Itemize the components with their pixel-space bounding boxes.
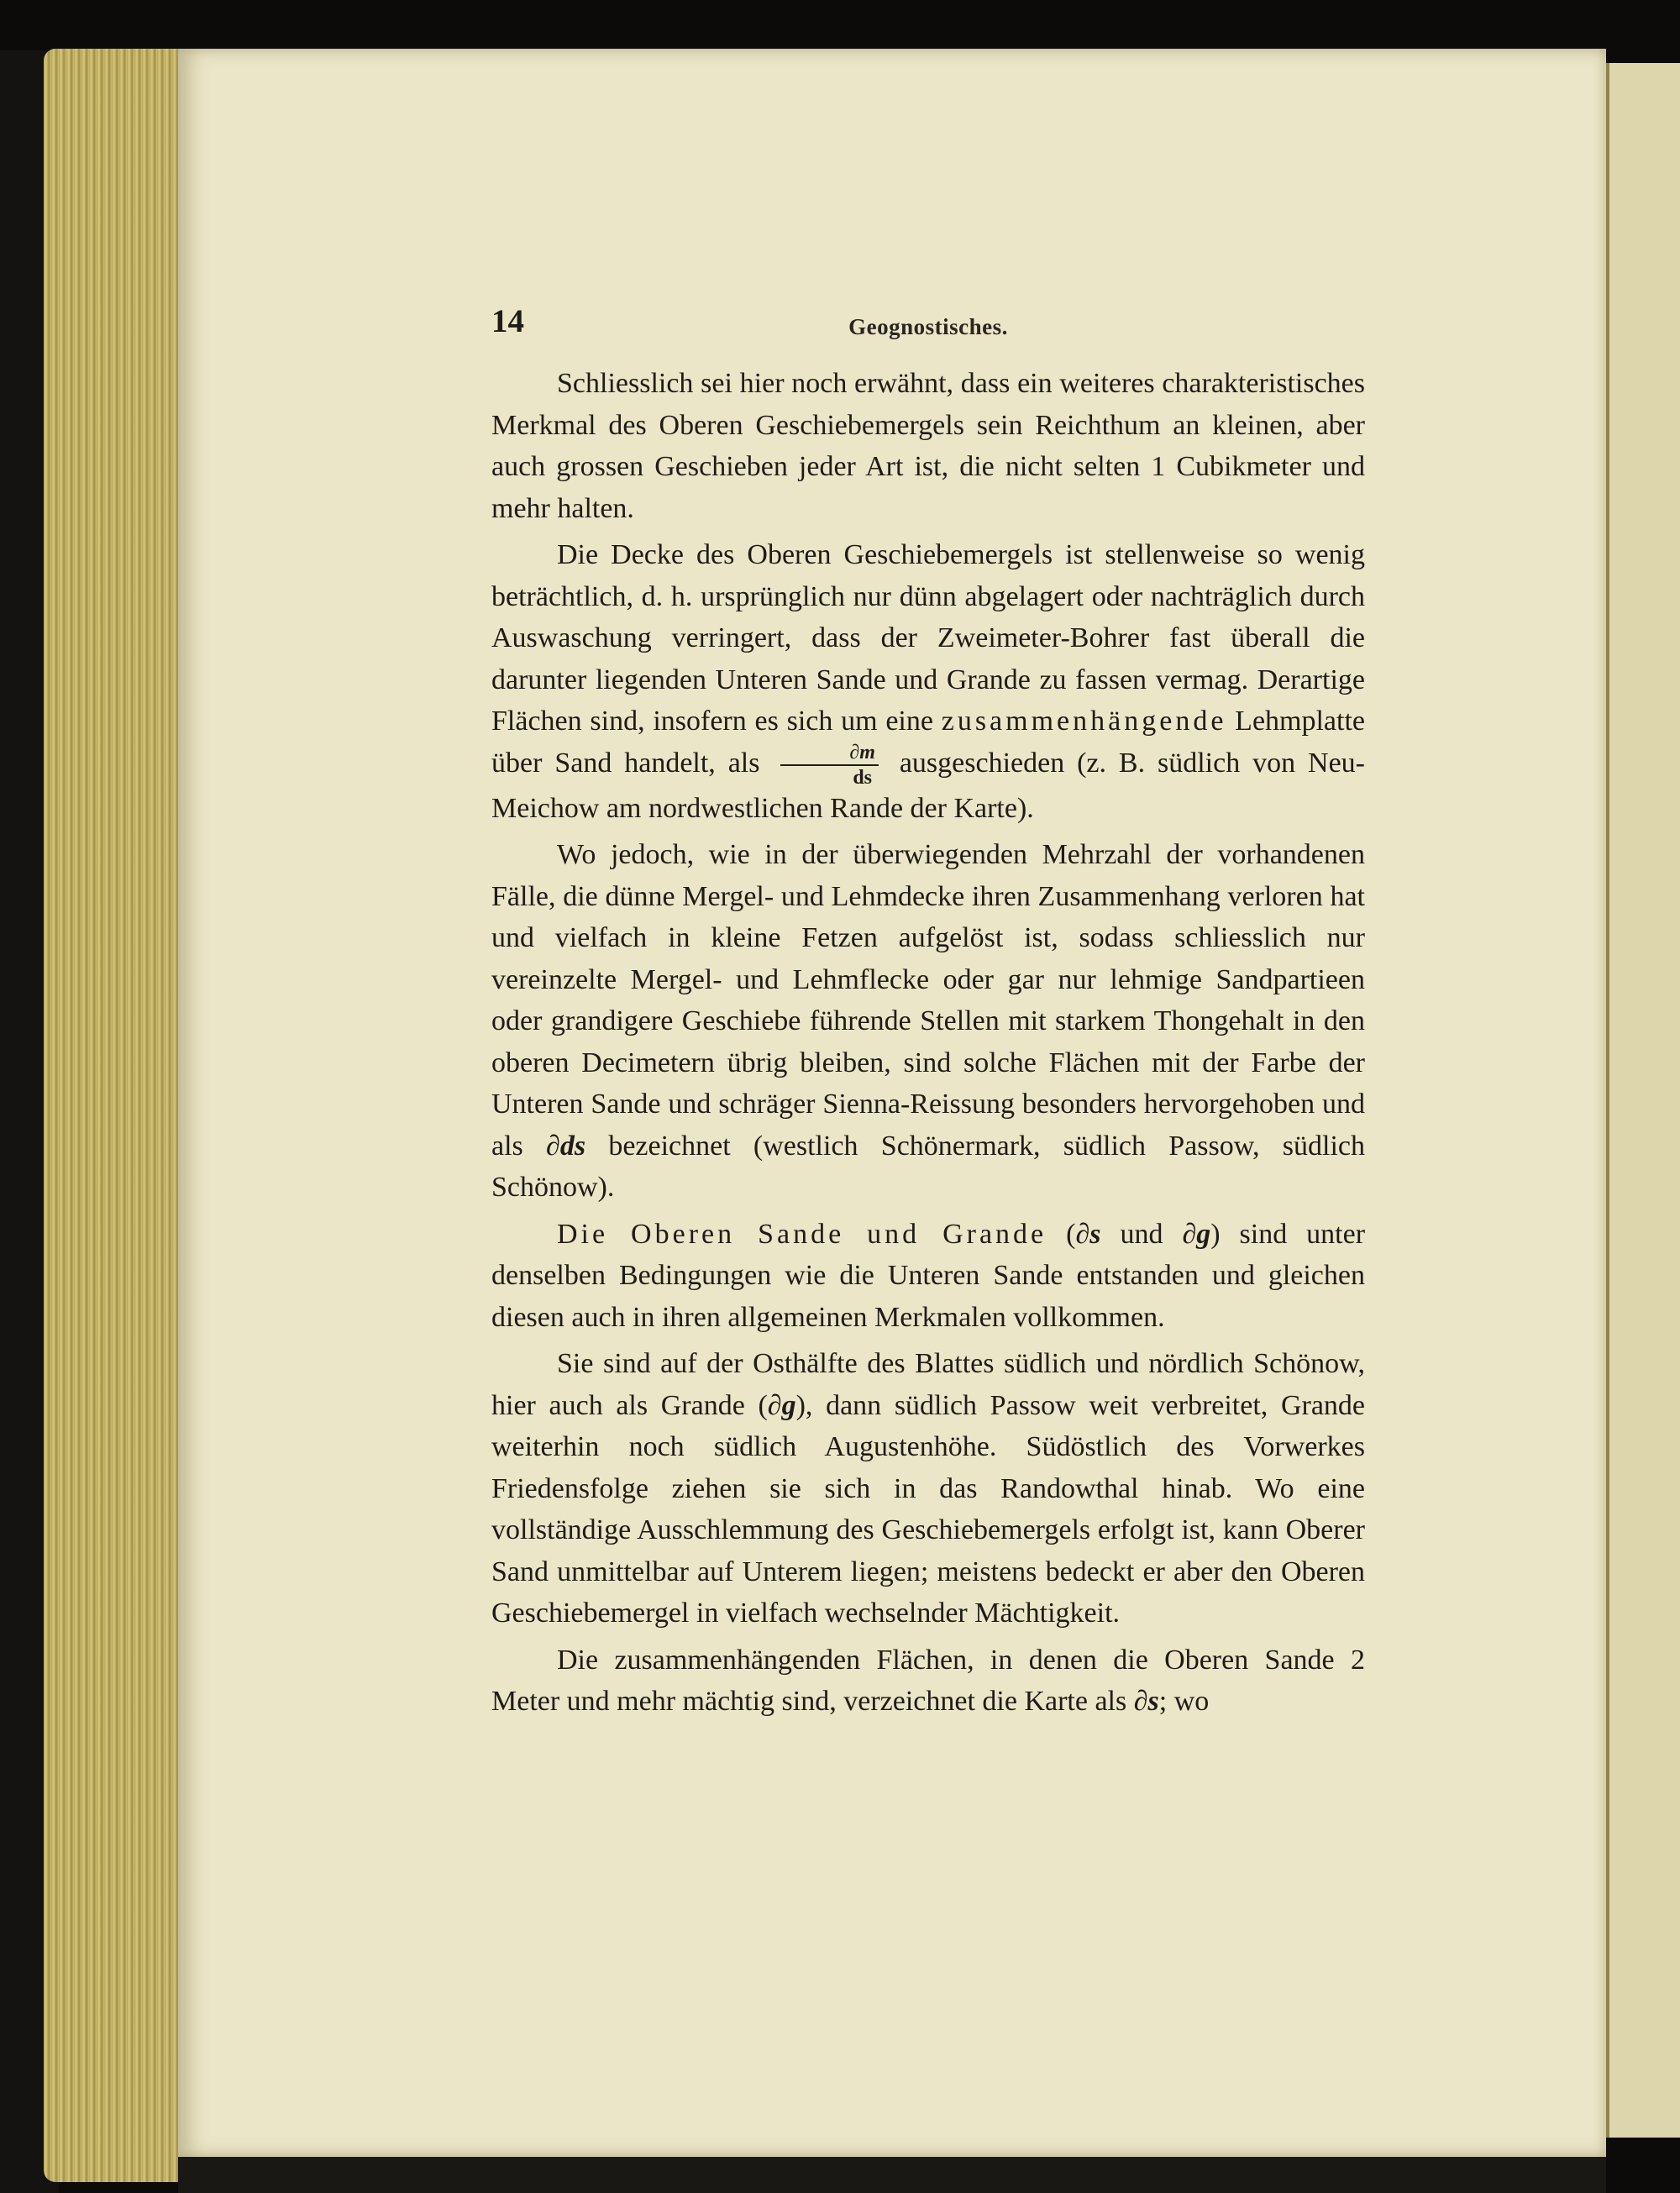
map-symbol: ∂g [767,1389,796,1421]
fraction-numerator: ∂m [849,741,875,763]
paragraph-3-text-b: bezeichnet (westlich Schönermark, südlich Passow, südlich Schönow). [491,1130,1366,1204]
paragraph-6-text: Die zusammenhängenden Flächen, in denen die Oberen Sande 2 Meter und mehr mächtig sind, verzeichnet die Karte als [491,1644,1365,1718]
paragraph-5-text-b: ), dann südlich Passow weit verbreitet, Grande weiterhin noch südlich Augustenhöhe. Südöstlich des Vorwerkes Friedensfolge ziehen sie sich in das Randowthal hinab. Wo eine vollständige Ausschlemmung des Geschiebemergels erfolgt ist, kann Oberer Sand unmittelbar auf Unterem liegen; meistens bedeckt er aber den Oberen Geschiebemergel in vielfach wechselnder Mächtigkeit. [491,1389,1365,1629]
map-symbol: ∂s [1133,1686,1159,1718]
paragraph-4-text-c: ) sind unter denselben Bedingungen wie die Unteren Sande entstanden und gleichen diesen auch in ihren allgemeinen Merkmalen vollkommen. [491,1218,1366,1333]
paragraph-4 [491,1214,1365,1339]
paragraph-3-text: Wo jedoch, wie in der überwiegenden Mehrzahl der vorhandenen Fälle, die dünne Mergel- und Lehmdecke ihren Zusammenhang verloren hat und vielfach in kleine Fetzen aufgelöst ist, sodass schliesslich nur vereinzelte Mergel- und Lehmflecke oder gar nur lehmige Sandpartieen oder grandigere Geschiebe führende Stellen mit starkem Thongehalt in den oberen Decimetern übrig bleiben, sind solche Flächen mit der Farbe der Unteren Sande und schräger Sienna-Reissung besonders hervorgehoben und als [491,839,1365,1162]
paragraph-2-text: Die Decke des Oberen Geschiebemergels ist stellenweise so wenig beträchtlich, d. h. ursprünglich nur dünn abgelagert oder nachträglich durch Auswaschung verringert, dass der Zweimeter-Bohrer fast überall die darunter liegenden Unteren Sande und Grande zu fassen vermag. Derartige Flächen sind, insofern es sich um eine [491,539,1365,737]
map-symbol: ∂s [1075,1218,1101,1250]
bottom-shadow [178,2152,1606,2193]
map-symbol: ∂ds [546,1130,586,1162]
paragraph-5 [491,1343,1365,1634]
paragraph-5-text: Sie sind auf der Osthälfte des Blattes südlich und nördlich Schönow, hier auch als Grande ( [491,1348,1365,1421]
running-head [491,302,1365,344]
paragraph-2 [491,534,1365,829]
map-symbol: ∂g [1182,1218,1211,1250]
paragraph-4-text-b: und [1120,1218,1163,1250]
paragraph-2-text-b: Lehmplatte über Sand handelt, als [491,706,1365,779]
paragraph-6 [491,1640,1365,1723]
paragraph-2-text-c: ausgeschieden (z. B. südlich von Neu-Meichow am nordwestlichen Rande der Karte). [491,747,1365,824]
paragraph-4-text: ( [1066,1218,1076,1250]
body-text [491,363,1365,1728]
spaced-term: zusammenhängende [941,706,1227,737]
fraction-denominator: ds [780,764,879,788]
next-page-edge [1606,63,1680,2138]
map-symbol-fraction [780,742,879,788]
paragraph-1 [491,363,1365,529]
running-title: Geognostisches. [848,314,1008,339]
page-edges-left [44,49,182,2182]
paragraph-6-text-b: ; wo [1158,1686,1210,1718]
page-number: 14 [491,303,524,339]
paragraph-3 [491,834,1365,1209]
section-heading-spaced: Die Oberen Sande und Grande [557,1218,1047,1250]
paragraph-1-text: Schliesslich sei hier noch erwähnt, dass ein weiteres charakteristisches Merkmal des Oberen Geschiebemergels sein Reichthum an kleinen, aber auch grossen Geschieben jeder Art ist, die nicht selten 1 Cubikmeter und mehr halten. [491,368,1365,524]
